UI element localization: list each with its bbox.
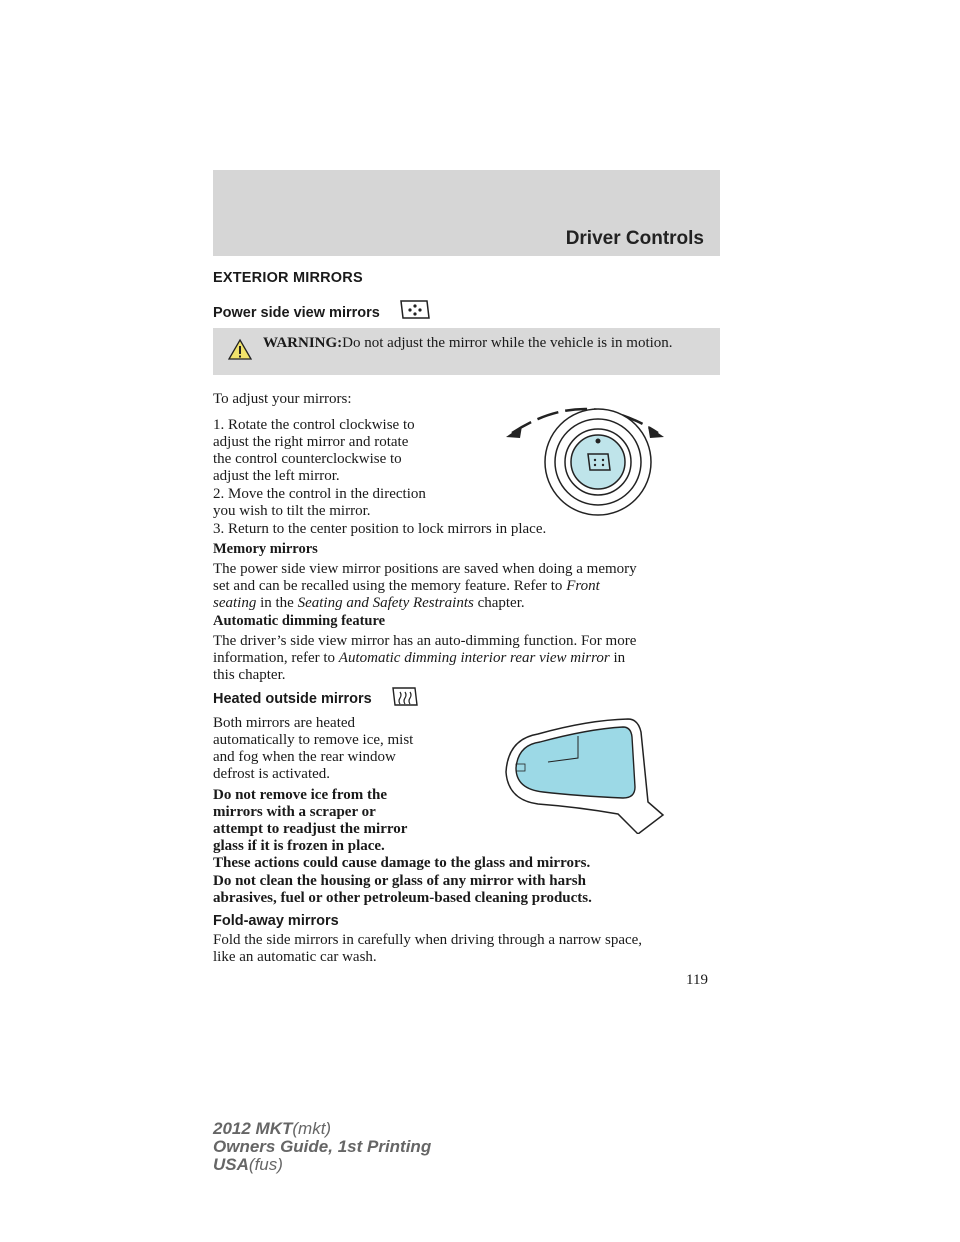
- power-mirrors-heading: Power side view mirrors: [213, 305, 380, 321]
- step-1: 1. Rotate the control clockwise to adjust the right mirror and rotate the control counterclockwise to adjust the left mirror.: [213, 417, 415, 484]
- header-band: [213, 170, 720, 256]
- warning-triangle-icon: [228, 338, 252, 360]
- section-title: EXTERIOR MIRRORS: [213, 270, 363, 286]
- page-number: 119: [686, 972, 708, 988]
- chapter-title: Driver Controls: [565, 228, 704, 249]
- warning-box: [213, 328, 720, 375]
- memory-mirrors-heading: Memory mirrors: [213, 541, 318, 557]
- heated-caution-2: Do not clean the housing or glass of any mirror with harsh abrasives, fuel or other petroleum-based cleaning products.: [213, 873, 592, 906]
- mirror-intro: To adjust your mirrors:: [213, 391, 352, 407]
- heated-mirrors-heading: Heated outside mirrors: [213, 691, 372, 707]
- power-mirror-icon: [399, 298, 431, 320]
- foldaway-heading: Fold-away mirrors: [213, 913, 339, 929]
- heated-mirror-icon: [391, 685, 419, 707]
- dimming-body: The driver’s side view mirror has an auto-dimming function. For more information, refer to Automatic dimming interior rear view mirror in this chapter.: [213, 633, 637, 683]
- memory-body: The power side view mirror positions are saved when doing a memory set and can be recalled using the memory feature. Refer to Front seating in the Seating and Safety Restraints chapter.: [213, 561, 637, 611]
- foldaway-body: Fold the side mirrors in carefully when driving through a narrow space, like an automatic car wash.: [213, 932, 643, 965]
- step-3: 3. Return to the center position to lock mirrors in place.: [213, 521, 547, 537]
- heated-body: Both mirrors are heated automatically to remove ice, mist and fog when the rear window defrost is activated.: [213, 715, 414, 782]
- footer-printing-info: 2012 MKT(mkt) Owners Guide, 1st Printing USA(fus): [213, 1119, 432, 1174]
- mirror-control-diagram: [500, 390, 670, 520]
- heated-caution-1: Do not remove ice from the mirrors with a scraper or attempt to readjust the mirror glass if it is frozen in place. These actions could cause damage to the glass and mirrors.: [213, 787, 591, 871]
- step-2: 2. Move the control in the direction you wish to tilt the mirror.: [213, 486, 426, 519]
- side-mirror-diagram: [498, 712, 670, 834]
- dimming-heading: Automatic dimming feature: [213, 613, 386, 629]
- warning-text: WARNING:Do not adjust the mirror while the vehicle is in motion.: [263, 335, 673, 351]
